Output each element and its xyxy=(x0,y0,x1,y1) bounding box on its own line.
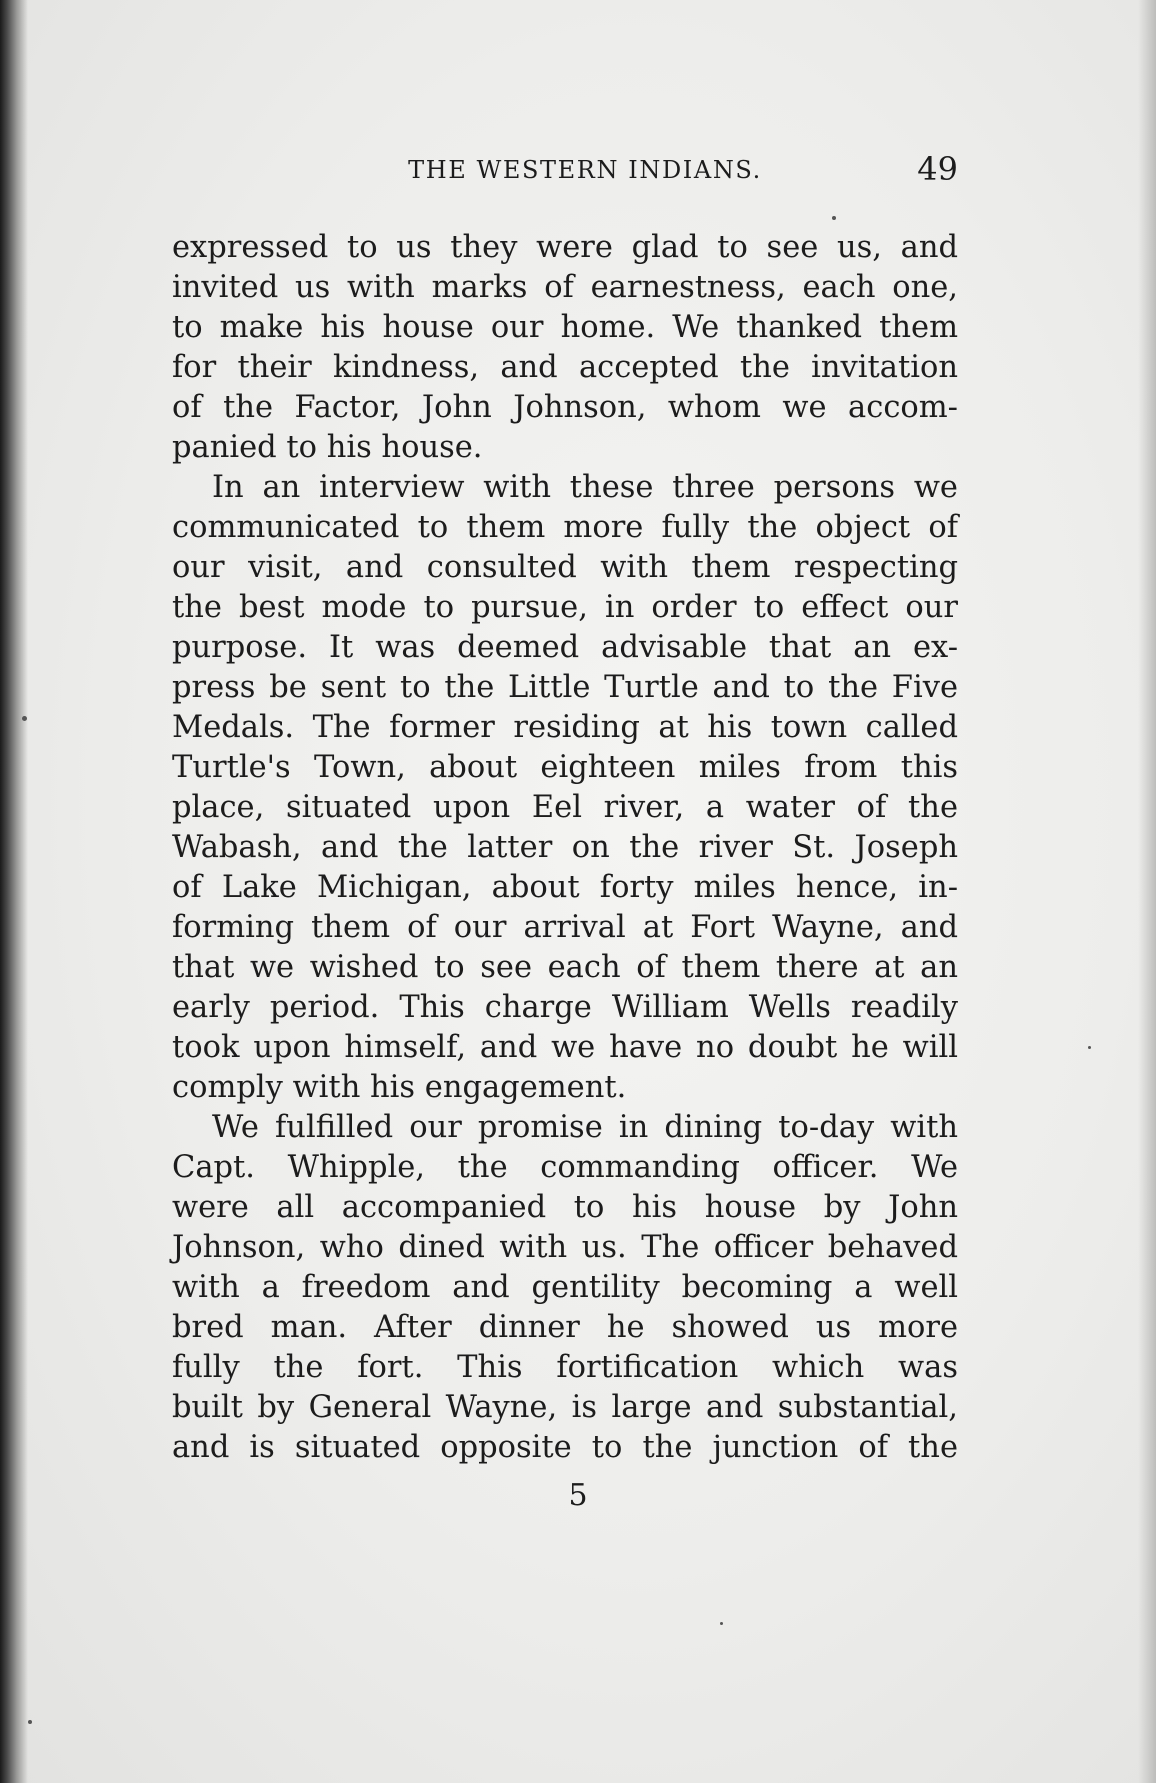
text-line: to make his house our home. We thanked them xyxy=(172,310,958,345)
text-line: Medals. The former residing at his town called xyxy=(172,710,958,745)
text-line: bred man. After dinner he showed us more xyxy=(172,1310,958,1345)
text-line: forming them of our arrival at Fort Wayne, and xyxy=(172,910,958,945)
paragraph xyxy=(172,468,958,1108)
paper-speck xyxy=(28,1720,32,1724)
text-line: and is situated opposite to the junction of the xyxy=(172,1430,958,1465)
text-line: Capt. Whipple, the commanding officer. We xyxy=(172,1150,958,1185)
page-number: 49 xyxy=(917,150,958,188)
text-line: for their kindness, and accepted the invitation xyxy=(172,350,958,385)
signature-mark: 5 xyxy=(568,1478,588,1513)
text-line: of Lake Michigan, about forty miles hence, in- xyxy=(172,870,958,905)
running-head: THE WESTERN INDIANS. xyxy=(408,156,762,184)
paper-speck xyxy=(832,216,836,220)
text-line: were all accompanied to his house by John xyxy=(172,1190,958,1225)
page-header xyxy=(172,150,958,190)
text-line: early period. This charge William Wells readily xyxy=(172,990,958,1025)
text-line: Wabash, and the latter on the river St. Joseph xyxy=(172,830,958,865)
text-line: that we wished to see each of them there at an xyxy=(172,950,958,985)
text-line: panied to his house. xyxy=(172,430,483,465)
text-line: the best mode to pursue, in order to effect our xyxy=(172,590,958,625)
paper-speck xyxy=(22,716,27,721)
paragraph xyxy=(172,1108,958,1468)
text-line: Johnson, who dined with us. The officer behaved xyxy=(172,1230,958,1265)
paragraph xyxy=(172,228,958,468)
paper-speck xyxy=(1088,1046,1091,1049)
paper-speck xyxy=(720,1622,723,1625)
text-line: with a freedom and gentility becoming a well xyxy=(172,1270,958,1305)
text-line: press be sent to the Little Turtle and to the Five xyxy=(172,670,958,705)
text-line: place, situated upon Eel river, a water of the xyxy=(172,790,958,825)
text-line: our visit, and consulted with them respecting xyxy=(172,550,958,585)
text-line: communicated to them more fully the object of xyxy=(172,510,958,545)
spine-shadow xyxy=(0,0,28,1783)
text-line: built by General Wayne, is large and substantial, xyxy=(172,1390,958,1425)
text-line: expressed to us they were glad to see us, and xyxy=(172,230,958,265)
body-text xyxy=(172,228,958,1468)
text-line: In an interview with these three persons we xyxy=(212,470,958,505)
text-line: invited us with marks of earnestness, each one, xyxy=(172,270,958,305)
text-line: comply with his engagement. xyxy=(172,1070,627,1105)
text-line: We fulfilled our promise in dining to-day with xyxy=(212,1110,958,1145)
text-line: of the Factor, John Johnson, whom we accom- xyxy=(172,390,958,425)
page-edge-shadow xyxy=(1138,0,1156,1783)
text-line: took upon himself, and we have no doubt he will xyxy=(172,1030,958,1065)
text-line: fully the fort. This fortification which was xyxy=(172,1350,958,1385)
text-line: Turtle's Town, about eighteen miles from this xyxy=(172,750,958,785)
text-line: purpose. It was deemed advisable that an ex- xyxy=(172,630,958,665)
